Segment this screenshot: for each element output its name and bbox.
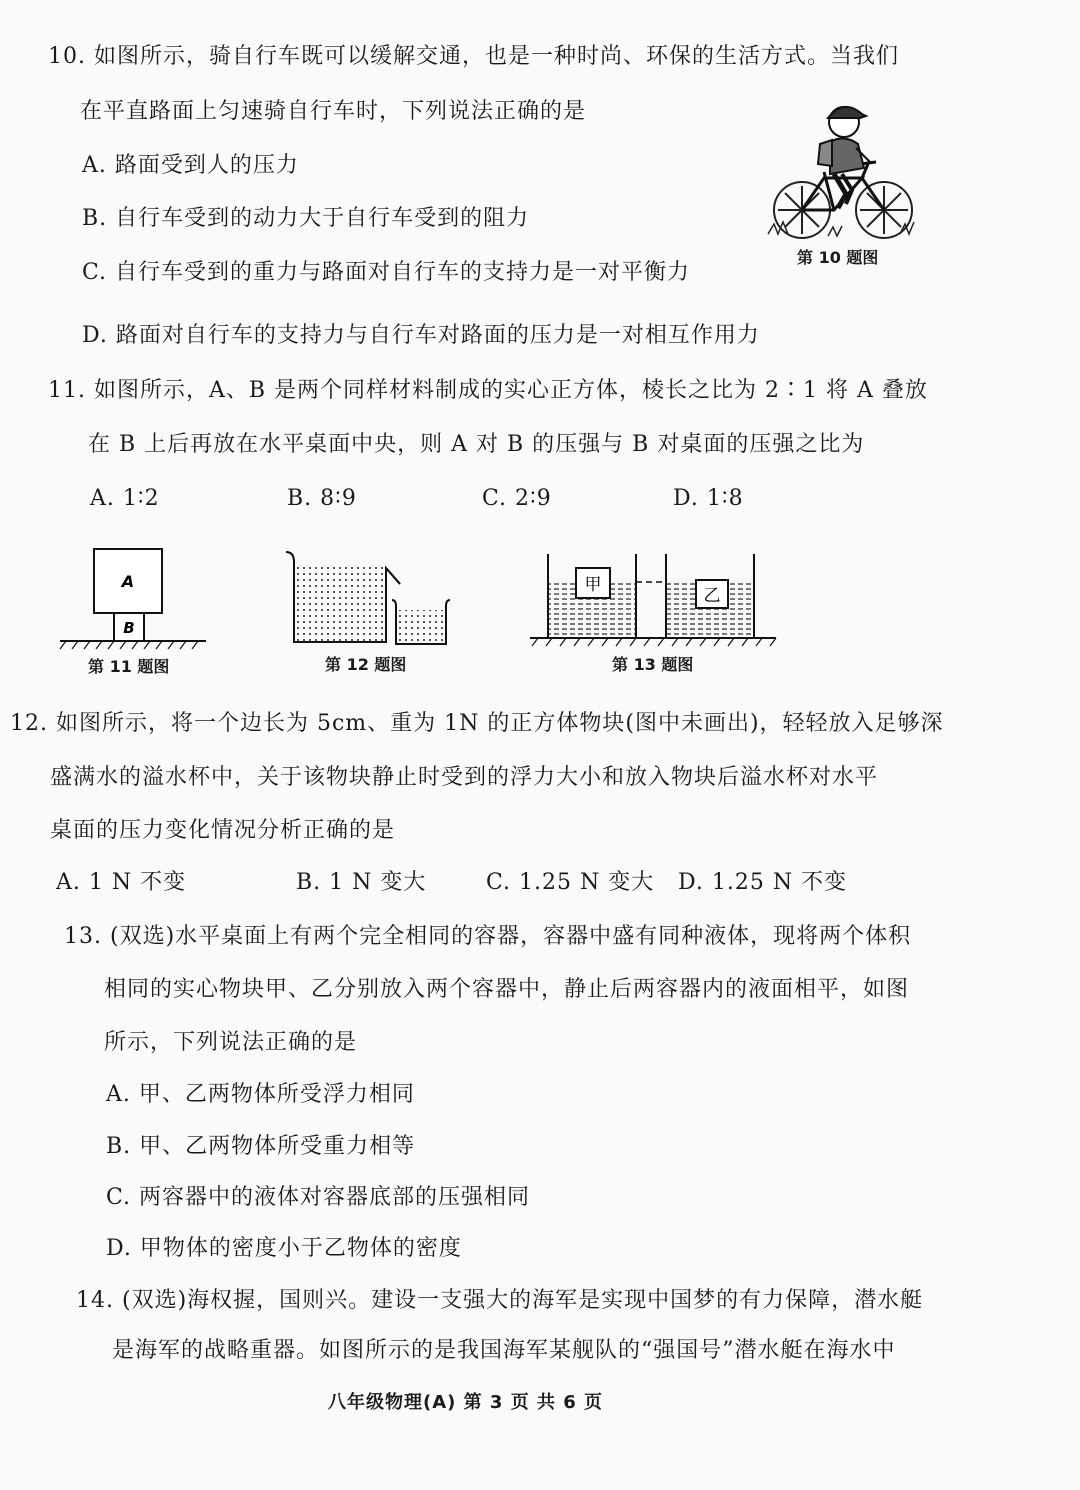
q10-stem-line1: 10. 如图所示，骑自行车既可以缓解交通，也是一种时尚、环保的生活方式。当我们 <box>48 44 899 69</box>
q13-option-b: B. 甲、乙两物体所受重力相等 <box>106 1134 416 1159</box>
figure-11-stacked-cubes <box>60 545 210 655</box>
cube-b-label: B <box>123 619 135 637</box>
q13-option-c: C. 两容器中的液体对容器底部的压强相同 <box>106 1185 531 1210</box>
q12-option-a: A. 1 N 不变 <box>56 870 187 895</box>
figure-12-caption: 第 12 题图 <box>325 655 407 674</box>
q13-option-d: D. 甲物体的密度小于乙物体的密度 <box>106 1236 462 1261</box>
q14-stem-line1: 14. (双选)海权握，国则兴。建设一支强大的海军是实现中国梦的有力保障，潜水艇 <box>76 1288 924 1313</box>
q11-option-d: D. 1∶8 <box>673 486 744 511</box>
figure-13-containers <box>530 552 780 652</box>
q12-option-c: C. 1.25 N 变大 <box>486 870 655 895</box>
q12-stem-line1: 12. 如图所示，将一个边长为 5cm、重为 1N 的正方体物块(图中未画出)，轻轻放入足够深 <box>10 711 944 736</box>
q13-stem-line1: 13. (双选)水平桌面上有两个完全相同的容器，容器中盛有同种液体，现将两个体积 <box>64 924 912 949</box>
figure-10-cyclist <box>768 98 918 243</box>
table-hatching-13 <box>532 638 776 646</box>
q11-option-a: A. 1∶2 <box>90 486 160 511</box>
q14-stem-line2: 是海军的战略重器。如图所示的是我国海军某舰队的“强国号”潜水艇在海水中 <box>112 1338 896 1363</box>
q10-stem-line2: 在平直路面上匀速骑自行车时，下列说法正确的是 <box>80 99 587 124</box>
q13-stem-line2: 相同的实心物块甲、乙分别放入两个容器中，静止后两容器内的液面相平，如图 <box>104 977 910 1002</box>
q11-stem-line1: 11. 如图所示，A、B 是两个同样材料制成的实心正方体，棱长之比为 2∶1 将 A 叠放 <box>48 378 928 403</box>
cube-a-label: A <box>121 572 135 591</box>
figure-11-caption: 第 11 题图 <box>88 657 170 676</box>
overflow-spout <box>386 568 400 584</box>
figure-13-caption: 第 13 题图 <box>612 655 694 674</box>
beaker-water <box>398 610 444 642</box>
figure-10-caption: 第 10 题图 <box>797 248 879 267</box>
table-hatching <box>60 641 198 649</box>
overflow-cup-water <box>296 566 384 642</box>
grass-strokes <box>768 222 914 236</box>
block-jia-label: 甲 <box>584 575 602 595</box>
q12-option-b: B. 1 N 变大 <box>296 870 427 895</box>
q12-stem-line2: 盛满水的溢水杯中，关于该物块静止时受到的浮力大小和放入物块后溢水杯对水平 <box>50 765 879 790</box>
q10-option-c: C. 自行车受到的重力与路面对自行车的支持力是一对平衡力 <box>82 260 691 285</box>
q13-option-a: A. 甲、乙两物体所受浮力相同 <box>106 1082 415 1107</box>
q11-option-c: C. 2∶9 <box>482 486 552 511</box>
page-footer: 八年级物理(A) 第 3 页 共 6 页 <box>328 1392 604 1413</box>
q10-option-b: B. 自行车受到的动力大于自行车受到的阻力 <box>82 206 530 231</box>
figure-12-overflow-cup <box>284 548 454 648</box>
q13-stem-line3: 所示，下列说法正确的是 <box>104 1030 358 1055</box>
q11-option-b: B. 8∶9 <box>287 486 357 511</box>
block-yi-label: 乙 <box>703 586 721 606</box>
q10-option-a: A. 路面受到人的压力 <box>82 153 299 178</box>
q12-stem-line3: 桌面的压力变化情况分析正确的是 <box>50 818 396 843</box>
q12-option-d: D. 1.25 N 不变 <box>678 870 848 895</box>
q10-option-d: D. 路面对自行车的支持力与自行车对路面的压力是一对相互作用力 <box>82 323 760 348</box>
q11-stem-line2: 在 B 上后再放在水平桌面中央，则 A 对 B 的压强与 B 对桌面的压强之比为 <box>88 432 865 457</box>
